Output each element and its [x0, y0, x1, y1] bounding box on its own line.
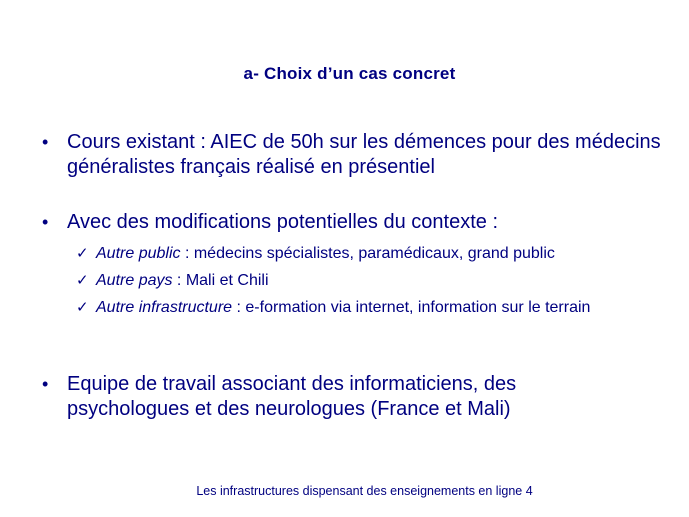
sub-item-detail: : e-formation via internet, information sur le terrain — [232, 299, 591, 316]
sub-item-1 — [76, 243, 666, 265]
sub-item-text — [96, 297, 646, 319]
bullet-text: Cours existant : AIEC de 50h sur les démences pour des médecins généralistes français réalisé en présentiel — [67, 131, 661, 178]
slide-footer: Les infrastructures dispensant des enseignements en ligne 4 — [196, 484, 533, 498]
bullet-text: Avec des modifications potentielles du contexte : — [67, 211, 498, 233]
sub-item-text — [96, 270, 666, 292]
sub-item-2 — [76, 270, 666, 292]
check-icon: ✓ — [76, 245, 89, 262]
sub-item-3 — [76, 297, 646, 319]
bullet-item-1 — [42, 130, 662, 180]
bullet-item-2 — [42, 210, 662, 235]
check-icon: ✓ — [76, 299, 89, 316]
bullet-item-3 — [42, 372, 602, 422]
slide-title: a- Choix d’un cas concret — [243, 64, 456, 83]
bullet-text: Equipe de travail associant des informaticiens, des psychologues et des neurologues (France et Mali) — [67, 373, 517, 420]
sub-item-detail: : médecins spécialistes, paramédicaux, grand public — [180, 245, 555, 262]
sub-item-text — [96, 243, 666, 265]
check-icon: ✓ — [76, 272, 89, 289]
bullet-dot-icon: • — [42, 132, 49, 152]
bullet-dot-icon: • — [42, 212, 49, 232]
bullet-dot-icon: • — [42, 374, 49, 394]
sub-item-detail: : Mali et Chili — [172, 272, 269, 289]
sub-item-label: Autre infrastructure — [96, 299, 233, 316]
sub-item-label: Autre pays — [96, 272, 173, 289]
sub-item-label: Autre public — [96, 245, 181, 262]
